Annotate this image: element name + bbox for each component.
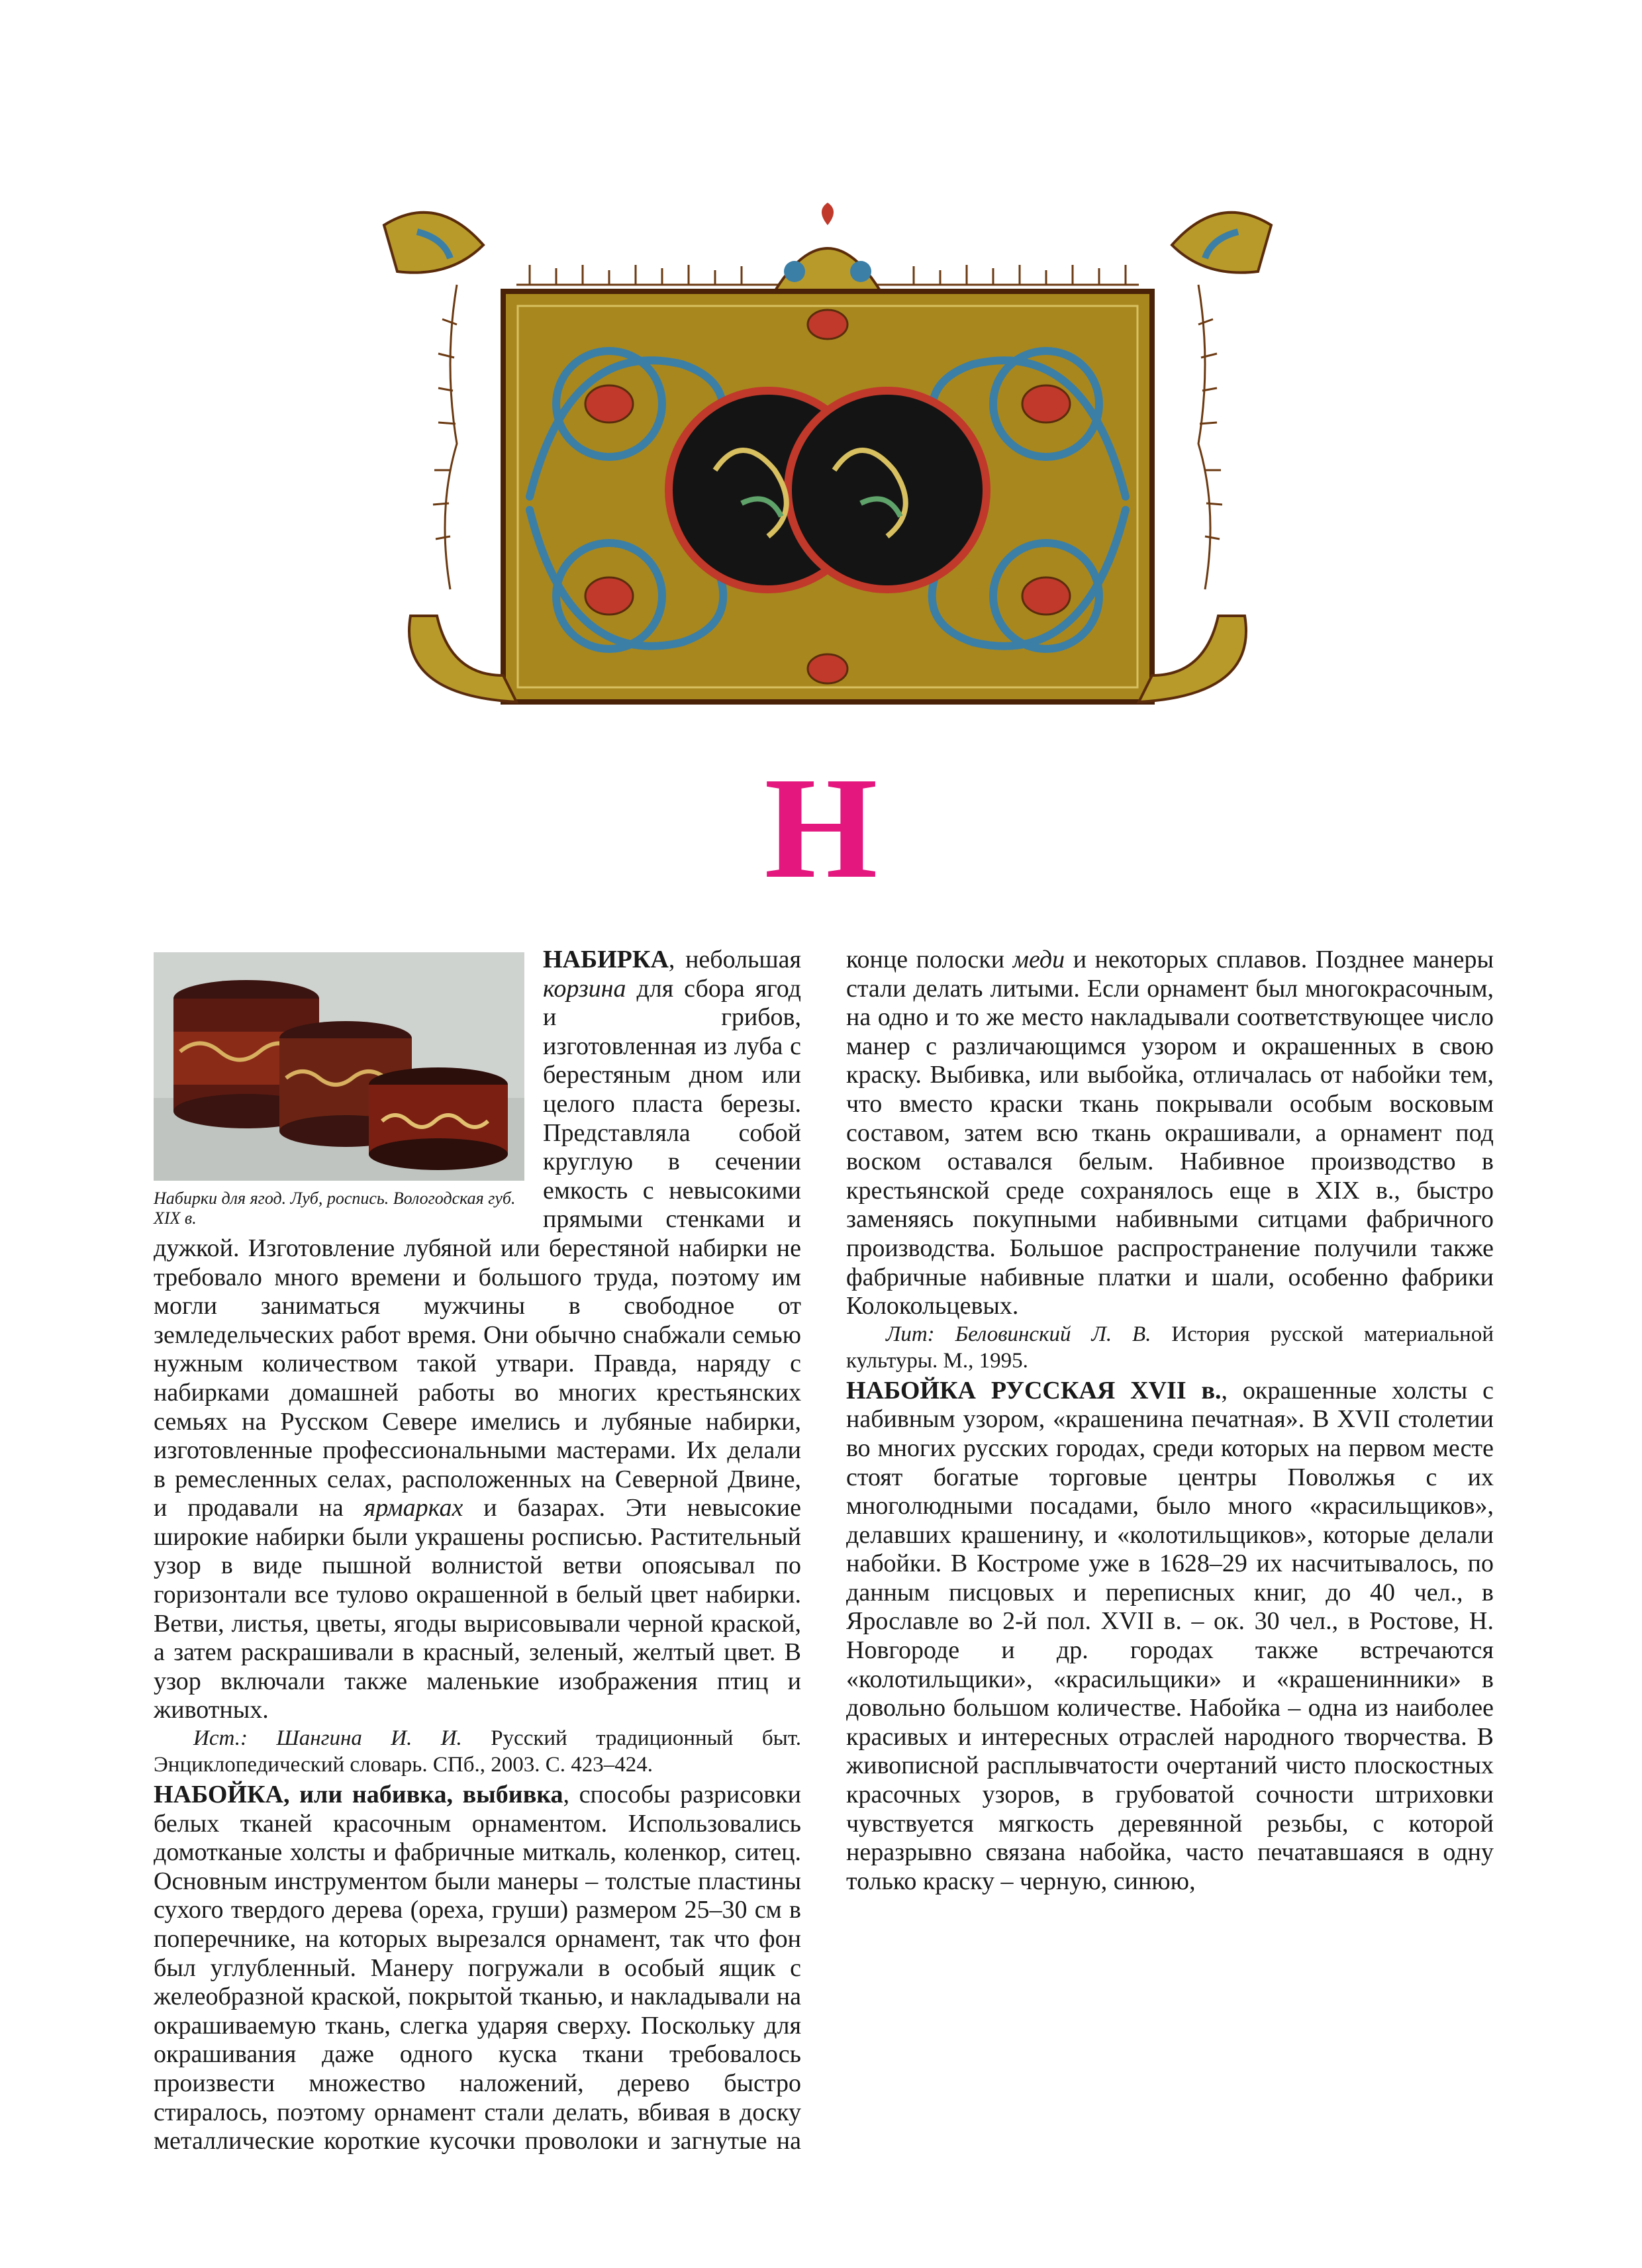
entry-text: для сбора ягод и грибов, изготовленная из луба с берестяным дном или целого пласта березы. Представляла собой круглую в сечении емкость с невысокими прямыми стенками и дужкой. Изготовление лубяной или берестяной набирки не требовало много времени и большого труда, поэтому им могли заниматься мужчины в свободное от земледельческих работ время. Они обычно снабжали семью нужным количеством такой утвари. Правда, наряду с набирками домашней работы во многих крестьянских семьях на Русском Севере имелись и лубяные набирки, изготовленные профессиональными мастерами. Их делали в ремесленных селах, расположенных на Северной Двине, и продавали на (154, 974, 801, 1522)
article-body (154, 946, 1494, 2184)
entry-text: и некоторых сплавов. Позднее манеры стали делать литыми. Если орнамент был многокрасочным, на одно и то же место накладывали соответствующее число манер с различающимся узором и окрашенных в свою краску. Выбивка, или выбойка, отличалась от набойки тем, что вместо краски ткань покрывали особым восковым составом, затем всю ткань окрашивали, а орнамент под воском оставался белым. Набивное производство в крестьянской среде сохранялось еще в XIX в., быстро заменяясь покупными набивными ситцами фабричного производства. Большое распространение получили также фабричные набивные платки и шали, особенно фабрики Колокольцевых. (846, 946, 1494, 1320)
entry-link: ярмарках (363, 1494, 463, 1522)
nabirki-photo (154, 952, 524, 1181)
entry-text: , небольшая (668, 946, 801, 973)
entry-text: , окрашенные холсты с набивным узором, «крашенина печатная». В XVII столетии во многих русских городах, среди которых на первом месте стоят богатые торговые центры Поволжья с их многолюдными посадами, было много «красильщиков», делавших крашенину, и «колотильщиков», которые делали набойки. В Костроме уже в 1628–29 их насчитывалось, по данным писцовых и переписных книг, до 40 чел., в Ярославле во 2-й пол. XVII в. – ок. 30 чел., в Ростове, Н. Новгороде и др. городах также встречаются «колотильщики», «красильщики» и «крашенинники» в довольно большом количестве. Набойка – одна из наиболее красивых и интересных отраслей народного творчества. В живописной расплывчатости очертаний чисто плоскостных красочных узоров, в грубоватой сочности штриховки чувствуется мягкость деревянной резьбы, с которой неразрывно связана набойка, часто печатавшаяся в одну только краску – черную, синюю, (846, 1376, 1494, 1895)
entry-text: и базарах. Эти невысокие широкие набирки были украшены росписью. Растительный узор в виде пышной волнистой ветви опоясывал по горизонтали все тулово окрашенной в белый цвет набирки. Ветви, листья, цветы, ягоды вырисовывали черной краской, а затем раскрашивали в красный, зеленый, желтый цвет. В узор включали также маленькие изображения птиц и животных. (154, 1494, 801, 1724)
source-label: Ист.: Шангина И. И. (193, 1726, 462, 1751)
right-sprig (1198, 285, 1222, 589)
entry-term: НАБОЙКА РУССКАЯ XVII в. (846, 1376, 1222, 1405)
entry-term: НАБОЙКА (154, 1781, 283, 1809)
entry-term: НАБИРКА (543, 946, 669, 973)
source-text: Русский традиционный быт. Энциклопедический словарь. СПб., 2003. С. 423–424. (154, 1726, 802, 1777)
figure (154, 952, 524, 1228)
entry-source (846, 1321, 1494, 1374)
left-sprig (433, 285, 457, 589)
corner-leaf-right (1172, 213, 1271, 273)
source-text: История русской материальной культуры. М., 1995. (846, 1322, 1494, 1373)
central-roundels (669, 391, 987, 589)
photo-caption: Набирки для ягод. Луб, роспись. Вологодская губ. XIX в. (154, 1189, 516, 1228)
entry-naboika-russkaya (846, 1377, 1494, 1897)
section-letter: Н (764, 747, 878, 909)
entry-link: корзина (543, 974, 626, 1003)
corner-leaf-left (384, 213, 483, 273)
entry-text: , способы разрисовки белых тканей красочным орнаментом. Использовались домотканые холсты и фабричные миткаль, коленкор, ситец. Основным инструментом были манеры – толстые пластины сухого твердого дерева (ореха, груши) размером 25–30 см в поперечнике, на которых вырезался орнамент, так что фон был углубленный. Манеру погружали в особый ящик с желеобразной краской, покрытой тканью, и накладывали на окрашиваемую ткань, слегка ударяя сверху. Поскольку для окрашивания даже одного куска ткани требовалось произвести множество наложений, дерево быстро стиралось, поэтому орнамент стали делать, вбивая в доску металлические короткие кусочки проволоки и загнутые на конце полоски (154, 946, 1013, 2155)
entry-link: меди (1012, 946, 1065, 973)
source-label: Лит: Беловинский Л. В. (886, 1322, 1151, 1346)
top-crest (775, 203, 881, 291)
entry-alt-terms: , или набивка, выбивка (283, 1781, 563, 1809)
entry-source (154, 1725, 801, 1778)
ornamental-headpiece (371, 192, 1284, 722)
